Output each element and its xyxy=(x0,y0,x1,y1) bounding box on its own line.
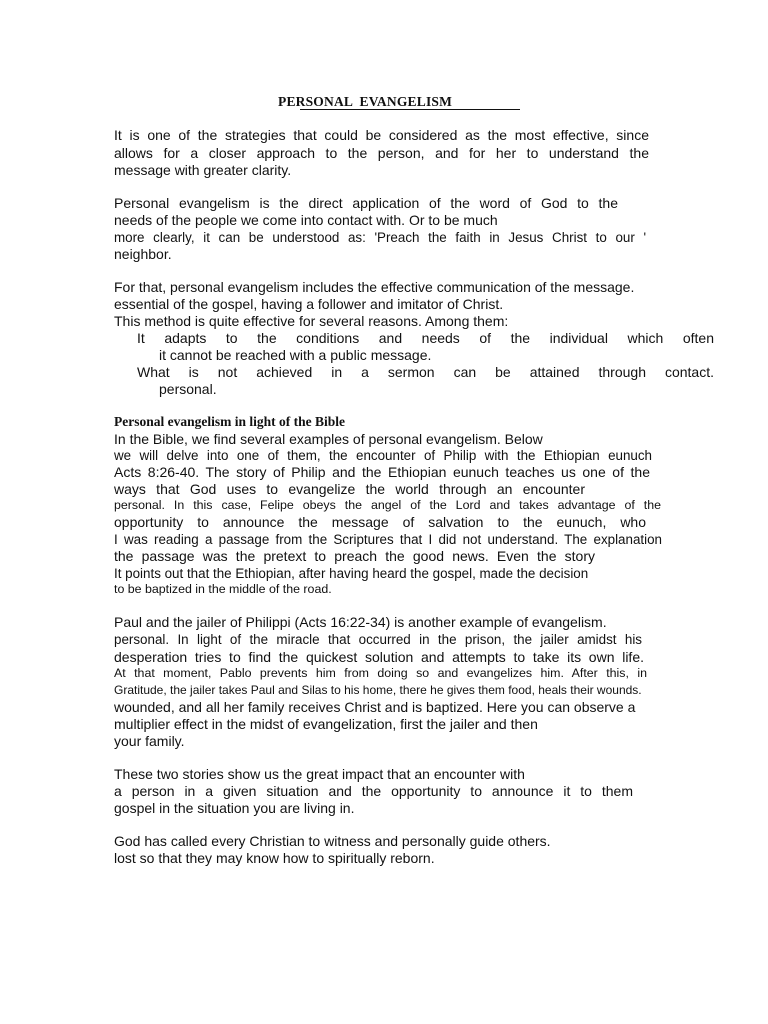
list-item: It adapts to the conditions and needs of the individual which often xyxy=(137,330,714,346)
paragraph-line: we will delve into one of them, the encounter of Philip with the Ethiopian eunuch xyxy=(114,448,652,463)
list-item: What is not achieved in a sermon can be attained through contact. xyxy=(137,364,714,380)
list-item-continuation: personal. xyxy=(159,381,217,397)
paragraph-line: ways that God uses to evangelize the world through an encounter xyxy=(114,481,585,497)
paragraph-line: It is one of the strategies that could be considered as the most effective, since xyxy=(114,127,649,143)
paragraph-line: essential of the gospel, having a follower and imitator of Christ. xyxy=(114,296,504,312)
paragraph-line: I was reading a passage from the Scriptures that I did not understand. The explanation xyxy=(114,532,662,547)
paragraph-line: Paul and the jailer of Philippi (Acts 16:22-34) is another example of evangelism. xyxy=(114,614,607,630)
paragraph-line: God has called every Christian to witness and personally guide others. xyxy=(114,833,551,849)
paragraph-line: It points out that the Ethiopian, after having heard the gospel, made the decision xyxy=(114,566,589,581)
paragraph-line: personal. In light of the miracle that occurred in the prison, the jailer amidst his xyxy=(114,632,642,647)
document-title: PERSONAL EVANGELISM xyxy=(278,94,453,109)
paragraph-line: For that, personal evangelism includes the effective communication of the message. xyxy=(114,279,635,295)
paragraph-line: desperation tries to find the quickest solution and attempts to take its own life. xyxy=(114,649,644,665)
paragraph-line: message with greater clarity. xyxy=(114,162,292,178)
paragraph-line: your family. xyxy=(114,733,185,749)
paragraph-line: allows for a closer approach to the person, and for her to understand the xyxy=(114,145,649,161)
paragraph-line: In the Bible, we find several examples of personal evangelism. Below xyxy=(114,431,543,447)
paragraph-line: a person in a given situation and the opportunity to announce it to them xyxy=(114,783,633,799)
paragraph-line: personal. In this case, Felipe obeys the angel of the Lord and takes advantage of the xyxy=(114,498,661,512)
paragraph-line: These two stories show us the great impact that an encounter with xyxy=(114,766,525,782)
title-underline xyxy=(300,109,520,110)
paragraph-line: needs of the people we come into contact with. Or to be much xyxy=(114,212,498,228)
paragraph-line: neighbor. xyxy=(114,246,172,262)
paragraph-line: Personal evangelism is the direct application of the word of God to the xyxy=(114,195,618,211)
paragraph-line: lost so that they may know how to spiritually reborn. xyxy=(114,850,435,866)
paragraph-line: Gratitude, the jailer takes Paul and Silas to his home, there he gives them food, heals their wounds. xyxy=(114,683,642,697)
paragraph-line: opportunity to announce the message of salvation to the eunuch, who xyxy=(114,514,646,530)
paragraph-line: the passage was the pretext to preach the good news. Even the story xyxy=(114,548,595,564)
paragraph-line: to be baptized in the middle of the road. xyxy=(114,582,332,596)
paragraph-line: At that moment, Pablo prevents him from doing so and evangelizes him. After this, in xyxy=(114,666,647,680)
section-heading: Personal evangelism in light of the Bible xyxy=(114,414,345,429)
list-item-continuation: it cannot be reached with a public message. xyxy=(159,347,432,363)
paragraph-line: Acts 8:26-40. The story of Philip and the Ethiopian eunuch teaches us one of the xyxy=(114,464,650,480)
paragraph-line: wounded, and all her family receives Christ and is baptized. Here you can observe a xyxy=(114,699,636,715)
paragraph-line: This method is quite effective for several reasons. Among them: xyxy=(114,313,509,329)
paragraph-line: multiplier effect in the midst of evangelization, first the jailer and then xyxy=(114,716,538,732)
paragraph-line: gospel in the situation you are living in. xyxy=(114,800,355,816)
paragraph-line: more clearly, it can be understood as: 'Preach the faith in Jesus Christ to our ' xyxy=(114,230,646,245)
